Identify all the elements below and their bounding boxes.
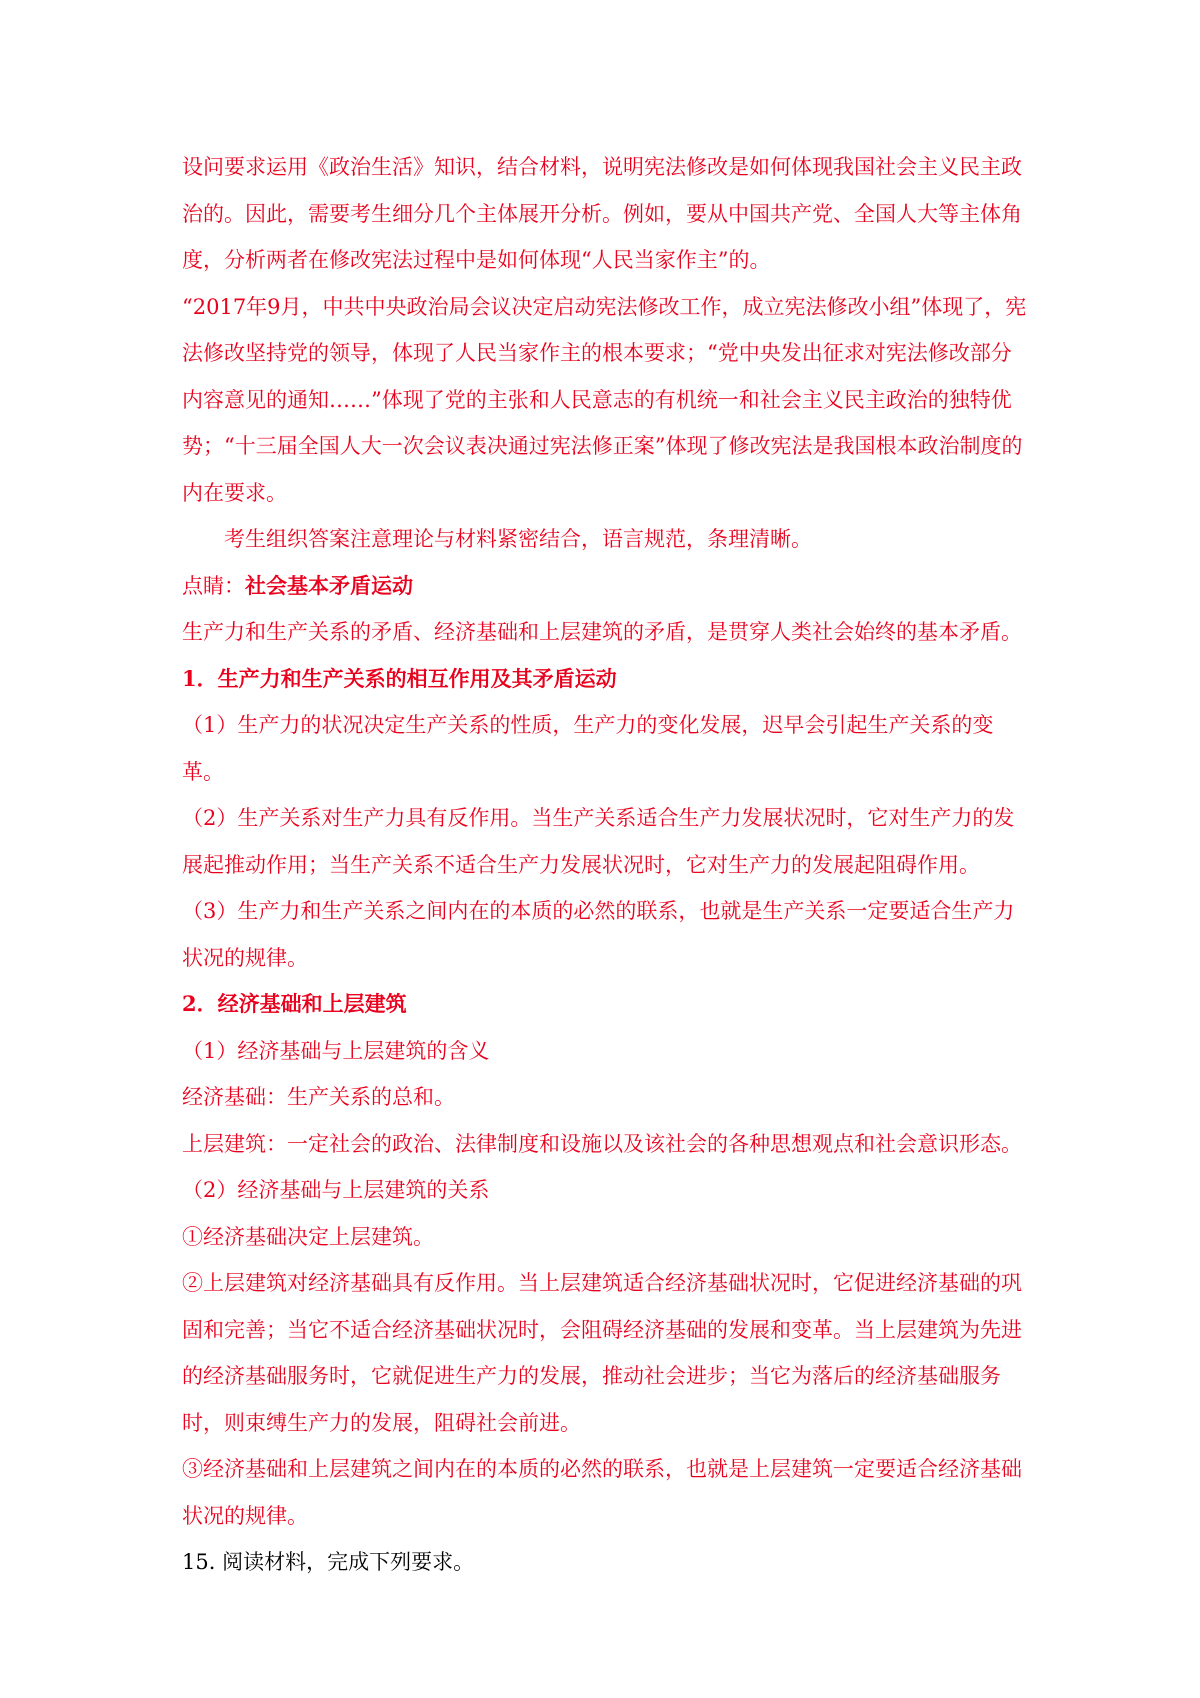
section-1-heading: 1．生产力和生产关系的相互作用及其矛盾运动 <box>182 665 617 691</box>
dianjing-intro: 生产力和生产关系的矛盾、经济基础和上层建筑的矛盾，是贯穿人类社会始终的基本矛盾。 <box>182 620 1022 644</box>
analysis-paragraph-3: 考生组织答案注意理论与材料紧密结合，语言规范，条理清晰。 <box>224 527 812 551</box>
section-2-heading: 2．经济基础和上层建筑 <box>182 991 407 1016</box>
section-1-item-1: （1）生产力的状况决定生产关系的性质，生产力的变化发展，迟早会引起生产关系的变革。 <box>182 713 994 784</box>
section-2-item-4: （2）经济基础与上层建筑的关系 <box>182 1178 490 1202</box>
section-2-item-5: ①经济基础决定上层建筑。 <box>182 1224 434 1249</box>
section-2-item-6: ②上层建筑对经济基础具有反作用。当上层建筑适合经济基础状况时，它促进经济基础的巩固和完善；当它不适合经济基础状况时，会阻碍经济基础的发展和变革。当上层建筑为先进的经济基础服务时，它就促进生产力的发展，推动社会进步；当它为落后的经济基础服务时，则束缚生产力的发展，阻碍社会前进。 <box>182 1271 1022 1435</box>
section-2-item-1: （1）经济基础与上层建筑的含义 <box>182 1038 490 1063</box>
analysis-paragraph-2: “2017年9月，中共中央政治局会议决定启动宪法修改工作，成立宪法修改小组”体现了，宪法修改坚持党的领导，体现了人民当家作主的根本要求；“党中央发出征求对宪法修改部分内容意见的通知……”体现了党的主张和人民意志的有机统一和社会主义民主政治的独特优势；“十三届全国人大一次会议表决通过宪法修正案”体现了修改宪法是我国根本政治制度的内在要求。 <box>182 294 1027 505</box>
section-2-item-3: 上层建筑：一定社会的政治、法律制度和设施以及该社会的各种思想观点和社会意识形态。 <box>182 1131 1022 1156</box>
section-1-item-3: （3）生产力和生产关系之间内在的本质的必然的联系，也就是生产关系一定要适合生产力状况的规律。 <box>182 899 1015 970</box>
dianjing-heading <box>182 563 1032 610</box>
document-page <box>182 144 1032 1586</box>
next-question: 15. 阅读材料，完成下列要求。 <box>182 1550 475 1574</box>
dianjing-label: 点睛： <box>182 573 245 598</box>
analysis-paragraph-1: 设问要求运用《政治生活》知识，结合材料，说明宪法修改是如何体现我国社会主义民主政治的。因此，需要考生细分几个主体展开分析。例如，要从中国共产党、全国人大等主体角度，分析两者在修改宪法过程中是如何体现“人民当家作主”的。 <box>182 155 1022 272</box>
section-2-item-2: 经济基础：生产关系的总和。 <box>182 1085 455 1109</box>
section-1-item-2: （2）生产关系对生产力具有反作用。当生产关系适合生产力发展状况时，它对生产力的发展起推动作用；当生产关系不适合生产力发展状况时，它对生产力的发展起阻碍作用。 <box>182 806 1015 877</box>
dianjing-title: 社会基本矛盾运动 <box>245 572 413 598</box>
section-2-item-7: ③经济基础和上层建筑之间内在的本质的必然的联系，也就是上层建筑一定要适合经济基础状况的规律。 <box>182 1457 1022 1528</box>
